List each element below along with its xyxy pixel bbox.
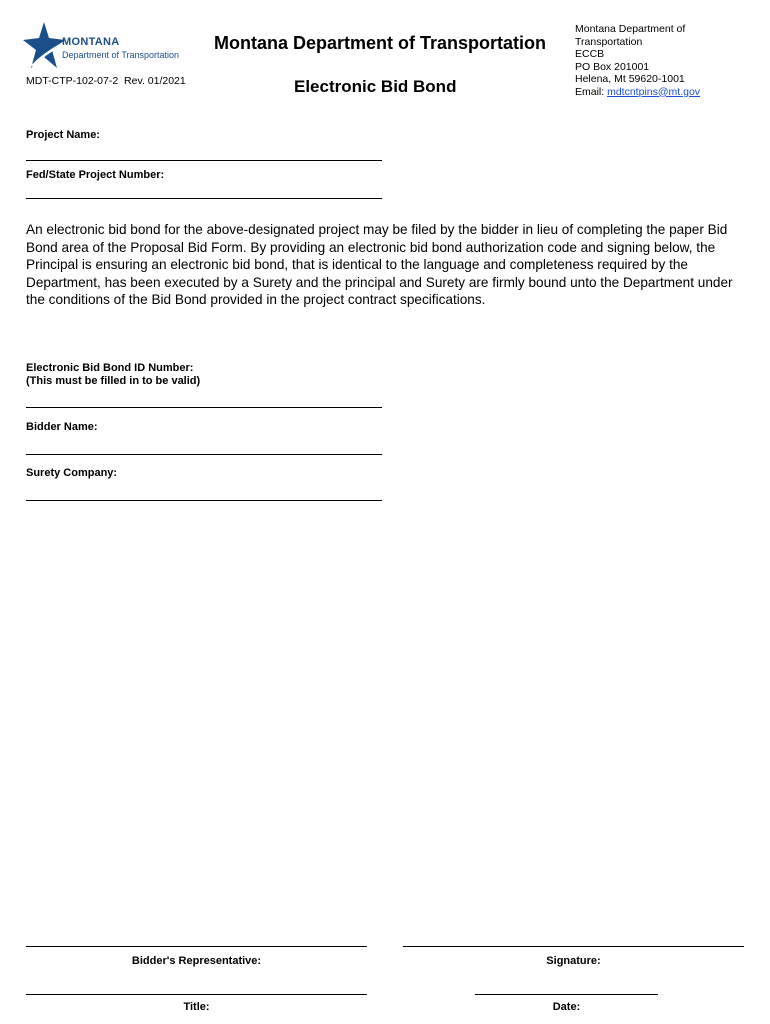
date-field[interactable] [475,994,658,995]
logo-word: MONTANA [62,36,120,48]
project-name-label: Project Name: [26,129,100,141]
email-link[interactable]: mdtcntpins@mt.gov [607,85,701,98]
mdt-logo [22,20,192,72]
project-number-label: Fed/State Project Number: [26,169,165,181]
surety-company-field[interactable] [26,500,382,501]
form-number: MDT-CTP-102-07-2 Rev. 01/2021 [26,75,186,87]
project-name-field[interactable] [26,160,382,161]
logo-subtext: Department of Transportation [62,50,180,60]
representative-field[interactable] [26,946,367,947]
title-label: Title: [183,1001,210,1013]
page-title: Montana Department of Transportation [214,33,547,53]
signature-label: Signature: [546,955,601,967]
mailing-address: Montana Department of Transportation ECCB PO Box 201001 Helena, Mt 59620-1001 Email: mdtcntpins@mt.gov [575,23,701,98]
date-label: Date: [552,1001,581,1013]
representative-label: Bidder's Representative: [131,955,262,967]
project-number-field[interactable] [26,198,382,199]
revision: Rev. 01/2021 [124,75,186,87]
surety-company-label: Surety Company: [26,467,118,479]
bond-id-label: Electronic Bid Bond ID Number: [26,362,194,374]
bond-id-field[interactable] [26,407,382,408]
signature-field[interactable] [403,946,744,947]
bidder-name-field[interactable] [26,454,382,455]
montana-star-icon [22,20,66,72]
bond-id-note: (This must be filled in to be valid) [26,375,201,387]
bond-statement: An electronic bid bond for the above-designated project may be filed by the bidder in lieu of completing the paper Bid Bond area of the Proposal Bid Form. By providing an electronic bid bond authorization code and signing below, the Principal is ensuring an electronic bid bond, that is identical to the language and completeness required by the Department, has been executed by a Surety and the principal and Surety are firmly bound unto the Department under the conditions of the Bid Bond provided in the project contract specifications. [26,222,733,307]
title-field[interactable] [26,994,367,995]
bidder-name-label: Bidder Name: [26,421,98,433]
page-subtitle: Electronic Bid Bond [294,77,457,96]
